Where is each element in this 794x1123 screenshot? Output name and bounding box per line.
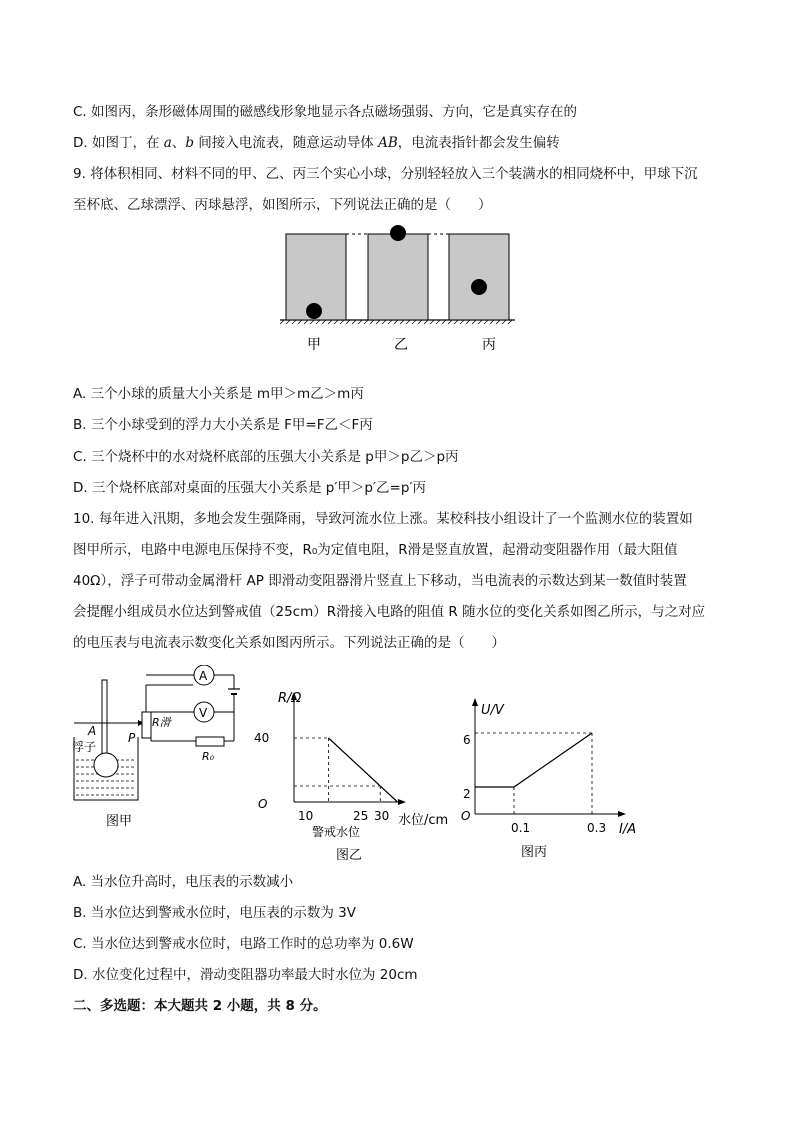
chart-c-origin: O [461,809,471,823]
q10-circuit-figure [66,665,256,840]
q10-chart-r-vs-level [250,680,460,860]
label-jia: 甲 [307,337,321,353]
svg-text:A: A [199,669,208,683]
q9-beakers-figure [270,225,530,365]
chart-c-caption: 图丙 [521,845,548,860]
svg-text:R滑: R滑 [152,716,171,729]
beaker-bing [449,234,509,320]
fig-jia-caption: 图甲 [106,814,133,829]
q10-stem-line5: 的电压表与电流表示数变化关系如图丙所示。下列说法正确的是（ ） [73,635,505,651]
chart-b-caption: 图乙 [336,848,363,860]
ball-jia [306,303,322,319]
ball-yi [390,225,406,241]
q8-option-c: C. 如图丙，条形磁体周围的磁感线形象地显示各点磁场强弱、方向，它是真实存在的 [73,104,578,120]
ball-bing [471,279,487,295]
chart-b-xlabel: 水位/cm [398,813,449,828]
q9-stem-line2: 至杯底、乙球漂浮、丙球悬浮，如图所示，下列说法正确的是（ ） [73,197,492,213]
q9-option-c: C. 三个烧杯中的水对烧杯底部的压强大小关系是 p甲＞p乙＞p丙 [73,449,459,465]
chart-c-xtick-0.1: 0.1 [511,821,531,835]
chart-b-ytick-40: 40 [254,731,270,745]
q10-option-b: B. 当水位达到警戒水位时，电压表的示数为 3V [73,905,356,921]
svg-text:A: A [88,724,97,738]
chart-c-xtick-0.3: 0.3 [587,821,607,835]
chart-b-xtick-25: 25 [353,809,369,823]
q9-option-d: D. 三个烧杯底部对桌面的压强大小关系是 p′甲＞p′乙=p′丙 [73,480,426,496]
chart-b-ylabel: R/Ω [278,691,302,706]
chart-b-xtick-30: 30 [374,809,390,823]
svg-text:R₀: R₀ [202,750,215,763]
q9-stem-line1: 9. 将体积相同、材料不同的甲、乙、丙三个实心小球，分别轻轻放入三个装满水的相同烧杯中，甲球下沉 [73,166,698,182]
q8-option-d: D. 如图丁，在 a、b 间接入电流表，随意运动导体 AB，电流表指针都会发生偏转 [73,135,560,151]
float-label: 浮子 [72,740,97,754]
label-yi: 乙 [394,337,408,353]
q10-chart-u-vs-i [455,680,655,865]
q10-stem-line2: 图甲所示，电路中电源电压保持不变，R₀为定值电阻，R滑是竖直放置，起滑动变阻器作用（最大阻值 [73,542,678,558]
q10-option-a: A. 当水位升高时，电压表的示数减小 [73,874,294,890]
axes [291,692,406,805]
q9-option-b: B. 三个小球受到的浮力大小关系是 F甲=F乙＜F丙 [73,417,373,433]
q9-option-a: A. 三个小球的质量大小关系是 m甲＞m乙＞m丙 [73,386,364,402]
u-vs-i-line [475,733,592,787]
chart-c-ylabel: U/V [481,703,504,718]
chart-b-origin: O [258,797,268,811]
float [94,753,118,777]
beaker-yi [368,234,428,320]
r-vs-level-line [329,738,398,802]
section-2-heading: 二、多选题：本大题共 2 小题，共 8 分。 [73,998,327,1014]
chart-c-ytick-6: 6 [463,733,471,747]
svg-text:V: V [199,706,208,720]
r0-resistor [196,737,224,746]
label-bing: 丙 [482,337,496,353]
chart-b-xtick-10: 10 [298,809,314,823]
chart-c-xlabel: I/A [619,822,637,837]
q10-option-c: C. 当水位达到警戒水位时，电路工作时的总功率为 0.6W [73,936,414,952]
q10-stem-line3: 40Ω），浮子可带动金属滑杆 AP 即滑动变阻器滑片竖直上下移动，当电流表的示数达到某一数值时装置 [73,573,687,589]
svg-text:P: P [128,731,136,745]
q10-stem-line1: 10. 每年进入汛期，多地会发生强降雨，导致河流水位上涨。某校科技小组设计了一个监测水位的装置如 [73,511,693,527]
q10-option-d: D. 水位变化过程中，滑动变阻器功率最大时水位为 20cm [73,967,418,983]
q10-stem-line4: 会提醒小组成员水位达到警戒值（25cm）R滑接入电路的阻值 R 随水位的变化关系如图乙所示，与之对应 [73,604,706,620]
chart-b-note: 警戒水位 [312,825,361,839]
chart-c-ytick-2: 2 [463,787,471,801]
